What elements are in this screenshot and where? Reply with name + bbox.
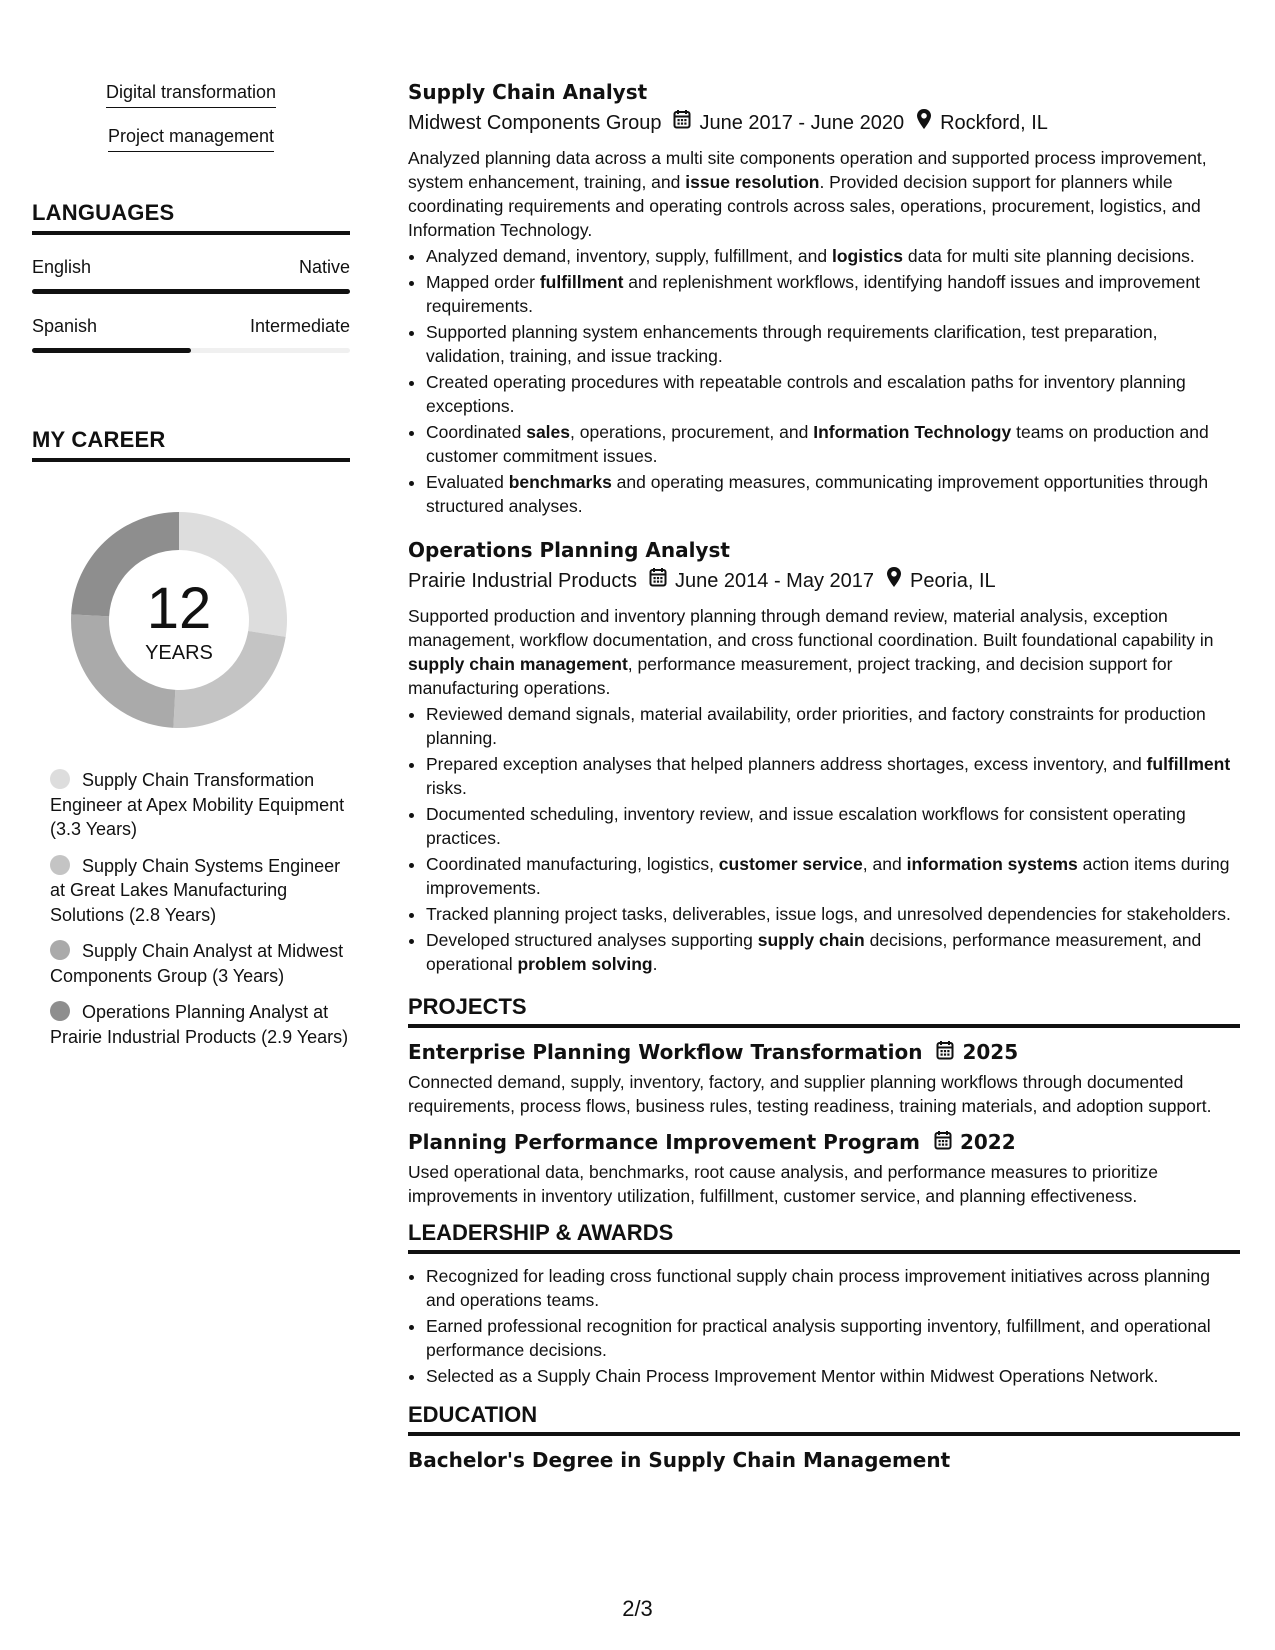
project-description: Used operational data, benchmarks, root cause analysis, and performance measures to prioritize improvements in inventory utilization, fulfillment, customer service, and planning effectiveness. bbox=[408, 1162, 1158, 1206]
job-bullet bbox=[426, 852, 1240, 900]
job-entry bbox=[408, 78, 1240, 518]
career-total-value: 12 bbox=[146, 576, 212, 641]
bold-keyword: sales bbox=[526, 422, 571, 442]
text-run: Prepared exception analyses that helped planners address shortages, excess inventory, and bbox=[426, 754, 1147, 774]
job-bullet bbox=[426, 244, 1240, 268]
project-header bbox=[408, 1038, 1240, 1066]
career-donut-chart bbox=[65, 506, 293, 734]
language-proficiency-bar bbox=[32, 348, 350, 353]
text-run: Reviewed demand signals, material availability, order priorities, and factory constraints for production planning. bbox=[426, 704, 1206, 748]
education-degree: Bachelor's Degree in Supply Chain Management bbox=[408, 1448, 951, 1472]
job-dates: June 2014 - May 2017 bbox=[674, 570, 875, 592]
award-item: • Earned professional recognition for practical analysis supporting inventory, fulfillment, and operational performance decisions. bbox=[426, 1314, 1240, 1362]
bold-keyword: fulfillment bbox=[1146, 754, 1231, 774]
legend-item bbox=[50, 939, 350, 988]
projects-list bbox=[408, 1038, 1240, 1208]
language-proficiency-bar bbox=[32, 289, 350, 294]
job-bullet bbox=[426, 752, 1240, 800]
award-item: • Selected as a Supply Chain Process Improvement Mentor within Midwest Operations Network. bbox=[426, 1364, 1240, 1388]
career-legend bbox=[32, 768, 350, 1049]
legend-swatch bbox=[50, 940, 70, 960]
job-bullet bbox=[426, 702, 1240, 750]
job-location: Rockford, IL bbox=[940, 112, 1048, 134]
award-item: • Recognized for leading cross functional supply chain process improvement initiatives across planning and operations teams. bbox=[426, 1264, 1240, 1312]
job-bullet bbox=[426, 802, 1240, 850]
main-content bbox=[408, 78, 1240, 1474]
bold-keyword: customer service bbox=[718, 854, 863, 874]
language-item bbox=[32, 255, 350, 294]
experience-list bbox=[408, 78, 1240, 976]
legend-item bbox=[50, 768, 350, 842]
text-run: Tracked planning project tasks, deliverables, issue logs, and unresolved dependencies for stakeholders. bbox=[426, 904, 1231, 924]
text-run: Evaluated bbox=[426, 472, 509, 492]
legend-swatch bbox=[50, 1001, 70, 1021]
project-year: 2022 bbox=[959, 1130, 1016, 1154]
skill-label: Project management bbox=[108, 124, 274, 152]
bold-keyword: issue resolution bbox=[685, 172, 820, 192]
job-bullet bbox=[426, 470, 1240, 518]
text-run: , and bbox=[862, 854, 907, 874]
job-bullet bbox=[426, 902, 1240, 926]
skill-item bbox=[32, 124, 350, 152]
map-pin-icon bbox=[916, 108, 932, 138]
text-run: , performance measurement, project tracking, and decision support for manufacturing operations. bbox=[408, 654, 1173, 698]
map-pin-icon bbox=[886, 566, 902, 596]
language-name: English bbox=[32, 257, 92, 277]
text-run: Supported production and inventory planning through demand review, material analysis, exception management, workflow documentation, and cross functional coordination. Built foundational capability in bbox=[408, 606, 1214, 650]
awards-list bbox=[408, 1264, 1240, 1388]
language-level: Native bbox=[298, 257, 350, 277]
project-title: Planning Performance Improvement Program bbox=[408, 1130, 920, 1154]
text-run: Mapped order bbox=[426, 272, 540, 292]
text-run: Coordinated manufacturing, logistics, bbox=[426, 854, 719, 874]
text-run: . Provided decision support for planners while coordinating requirements and operating controls across sales, operations, procurement, logistics, and Information Technology. bbox=[408, 172, 1201, 240]
text-run: Analyzed demand, inventory, supply, fulfillment, and bbox=[426, 246, 832, 266]
job-bullets bbox=[408, 244, 1240, 518]
projects-heading: PROJECTS bbox=[408, 994, 1240, 1028]
text-run: risks. bbox=[426, 778, 467, 798]
job-company: Midwest Components Group bbox=[408, 112, 662, 134]
project-title: Enterprise Planning Workflow Transformation bbox=[408, 1040, 923, 1064]
language-item bbox=[32, 314, 350, 353]
page-number: 2/3 bbox=[622, 1596, 653, 1621]
job-meta bbox=[408, 108, 1240, 138]
skills-list bbox=[32, 80, 350, 152]
job-bullet bbox=[426, 370, 1240, 418]
legend-swatch bbox=[50, 769, 70, 789]
job-bullets bbox=[408, 702, 1240, 976]
bold-keyword: problem solving bbox=[517, 954, 653, 974]
text-run: Documented scheduling, inventory review, and issue escalation workflows for consistent operating practices. bbox=[426, 804, 1186, 848]
calendar-icon bbox=[649, 567, 667, 595]
bold-keyword: logistics bbox=[831, 246, 903, 266]
text-run: data for multi site planning decisions. bbox=[902, 246, 1195, 266]
text-run: and replenishment workflows, identifying handoff issues and improvement requirements. bbox=[426, 272, 1200, 316]
skill-label: Digital transformation bbox=[106, 80, 276, 108]
job-bullet bbox=[426, 270, 1240, 318]
text-run: Created operating procedures with repeatable controls and escalation paths for inventory planning exceptions. bbox=[426, 372, 1186, 416]
text-run: Coordinated bbox=[426, 422, 527, 442]
bold-keyword: fulfillment bbox=[539, 272, 624, 292]
text-run: . bbox=[652, 954, 658, 974]
career-heading: MY CAREER bbox=[32, 427, 350, 462]
bold-keyword: information systems bbox=[906, 854, 1078, 874]
career-total-unit: YEARS bbox=[145, 642, 213, 664]
text-run: Analyzed planning data across a multi site components operation and supported process improvement, system enhancement, training, and bbox=[408, 148, 1207, 192]
project-description: Connected demand, supply, inventory, factory, and supplier planning workflows through documented requirements, process flows, business rules, testing readiness, training materials, and adoption support. bbox=[408, 1072, 1212, 1116]
text-run: teams on production and customer commitment issues. bbox=[426, 422, 1209, 466]
calendar-icon bbox=[936, 1040, 954, 1065]
career-total bbox=[65, 506, 293, 734]
text-run: Developed structured analyses supporting bbox=[426, 930, 758, 950]
text-run: action items during improvements. bbox=[426, 854, 1230, 898]
legend-swatch bbox=[50, 855, 70, 875]
job-bullet bbox=[426, 928, 1240, 976]
text-run: and operating measures, communicating improvement opportunities through structured analyses. bbox=[426, 472, 1209, 516]
project-header bbox=[408, 1128, 1240, 1156]
job-bullet bbox=[426, 320, 1240, 368]
language-level: Intermediate bbox=[249, 316, 350, 336]
legend-item bbox=[50, 1000, 350, 1049]
job-summary bbox=[408, 604, 1240, 700]
legend-label: Supply Chain Analyst at Midwest Components Group (3 Years) bbox=[50, 941, 344, 986]
language-proficiency-fill bbox=[32, 348, 191, 353]
project-entry bbox=[408, 1128, 1240, 1208]
job-summary bbox=[408, 146, 1240, 242]
bold-keyword: supply chain bbox=[757, 930, 865, 950]
sidebar bbox=[32, 80, 350, 1061]
legend-label: Supply Chain Systems Engineer at Great Lakes Manufacturing Solutions (2.8 Years) bbox=[50, 855, 341, 925]
text-run: decisions, performance measurement, and operational bbox=[426, 930, 1202, 974]
project-entry bbox=[408, 1038, 1240, 1118]
job-location: Peoria, IL bbox=[910, 570, 996, 592]
job-bullet bbox=[426, 420, 1240, 468]
calendar-icon bbox=[673, 109, 691, 137]
job-dates: June 2017 - June 2020 bbox=[699, 112, 905, 134]
languages-heading: LANGUAGES bbox=[32, 200, 350, 235]
job-title: Supply Chain Analyst bbox=[408, 80, 648, 104]
text-run: , operations, procurement, and bbox=[570, 422, 814, 442]
bold-keyword: benchmarks bbox=[508, 472, 612, 492]
education-heading: EDUCATION bbox=[408, 1402, 1240, 1436]
legend-label: Operations Planning Analyst at Prairie Industrial Products (2.9 Years) bbox=[50, 1002, 349, 1047]
job-company: Prairie Industrial Products bbox=[408, 570, 637, 592]
skill-item bbox=[32, 80, 350, 108]
job-title: Operations Planning Analyst bbox=[408, 538, 730, 562]
awards-heading: LEADERSHIP & AWARDS bbox=[408, 1220, 1240, 1254]
bold-keyword: supply chain management bbox=[408, 654, 628, 674]
text-run: Supported planning system enhancements through requirements clarification, test preparation, validation, training, and issue tracking. bbox=[426, 322, 1158, 366]
project-year: 2025 bbox=[962, 1040, 1019, 1064]
language-name: Spanish bbox=[32, 316, 98, 336]
legend-label: Supply Chain Transformation Engineer at Apex Mobility Equipment (3.3 Years) bbox=[50, 770, 345, 839]
language-proficiency-fill bbox=[32, 289, 350, 294]
job-meta bbox=[408, 566, 1240, 596]
bold-keyword: Information Technology bbox=[813, 422, 1012, 442]
calendar-icon bbox=[934, 1130, 952, 1155]
job-entry bbox=[408, 536, 1240, 976]
legend-item bbox=[50, 854, 350, 928]
